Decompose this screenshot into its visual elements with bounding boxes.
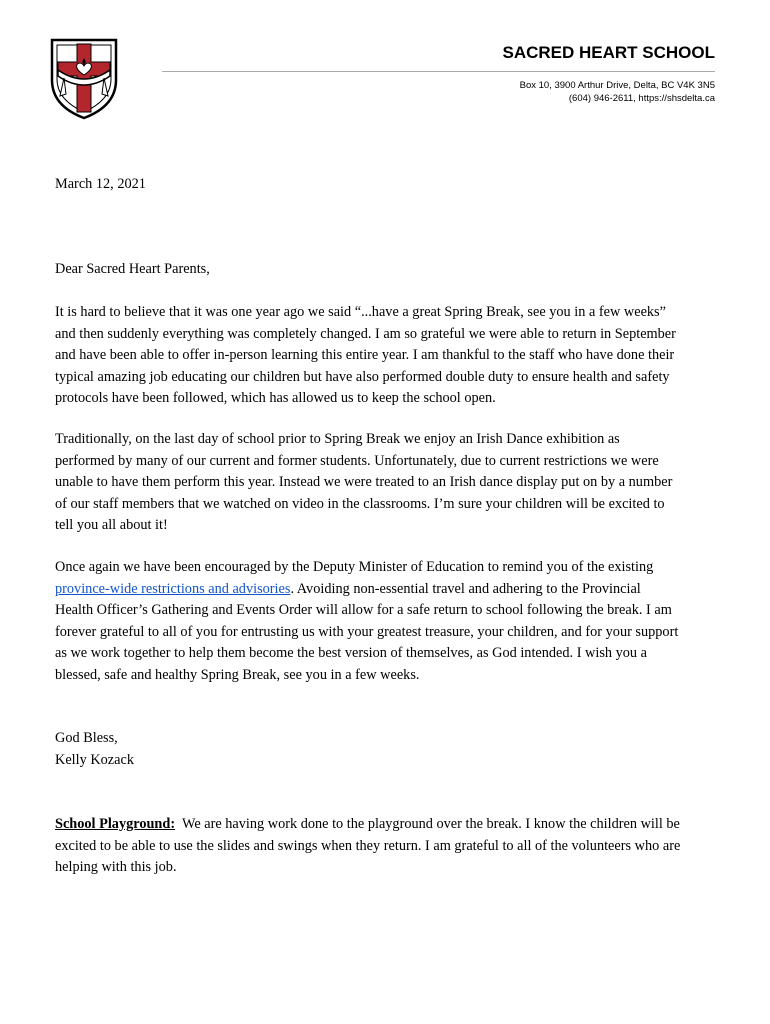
playground-label: School Playground:: [55, 816, 176, 832]
school-address: [520, 79, 715, 105]
closing-salutation: God Bless,: [55, 730, 118, 746]
text-line: performed by many of our current and former students. Unfortunately, due to current restrictions we were: [55, 452, 659, 469]
text-line: Health Officer’s Gathering and Events Order will allow for a safe return to school following the break. I am: [55, 602, 672, 618]
text-line: and have been able to offer in-person learning this entire year. I am thankful to the staff who have done their: [55, 347, 675, 363]
header-divider: [162, 71, 715, 72]
text-line: as we work together to help them become the best version of themselves, as God intended. I wish you a: [55, 645, 647, 661]
text-line: excited to be able to use the slides and swings when they return. I am grateful to all of the volunteers who are: [55, 837, 681, 854]
text-line: tell you all about it!: [55, 517, 168, 533]
contact-line: (604) 946-2611, https://shsdelta.ca: [568, 93, 715, 104]
text-fragment: . Avoiding non-essential travel and adhering to the Provincial: [290, 580, 641, 597]
playground-section: [55, 814, 720, 879]
text-line: Once again we have been encouraged by the Deputy Minister of Education to remind you of the existing: [55, 559, 654, 575]
text-line: Traditionally, on the last day of school prior to Spring Break we enjoy an Irish Dance exhibition as: [55, 431, 620, 447]
text-line: unable to have them perform this year. Instead we were treated to an Irish dance display put on by a number: [55, 474, 673, 490]
text-line: [55, 814, 720, 836]
paragraph-irish-dance: [55, 429, 720, 537]
text-line: blessed, safe and healthy Spring Break, see you in a few weeks.: [55, 666, 420, 683]
text-line: forever grateful to all of you for entrusting us with your greatest treasure, your children, and for your support: [55, 623, 679, 640]
text-line: typical amazing job educating our children but have also performed double duty to ensure health and safety: [55, 368, 670, 385]
text-line: and then suddenly everything was completely changed. I am so grateful we were able to return in September: [55, 325, 676, 342]
text-line: of our staff members that we watched on video in the classrooms. I’m sure your children will be excited to: [55, 495, 665, 512]
school-crest-logo: [44, 36, 124, 120]
text-line: helping with this job.: [55, 859, 177, 875]
text-fragment: We are having work done to the playground over the break. I know the children will be: [175, 816, 680, 832]
signature-name: Kelly Kozack: [55, 751, 134, 768]
address-line: Box 10, 3900 Arthur Drive, Delta, BC V4K 3N5: [519, 80, 715, 91]
paragraph-reopening: [55, 302, 720, 410]
letter-greeting: Dear Sacred Heart Parents,: [55, 261, 210, 277]
text-line: protocols have been followed, which has allowed us to keep the school open.: [55, 390, 496, 406]
letter-closing: [55, 728, 134, 771]
school-name: SACRED HEART SCHOOL: [502, 43, 715, 62]
letter-date: March 12, 2021: [55, 176, 146, 192]
paragraph-restrictions: [55, 557, 720, 686]
restrictions-link[interactable]: province-wide restrictions and advisories: [55, 580, 291, 597]
text-line: [55, 579, 720, 601]
text-line: It is hard to believe that it was one year ago we said “...have a great Spring Break, see you in a few weeks”: [55, 304, 666, 320]
